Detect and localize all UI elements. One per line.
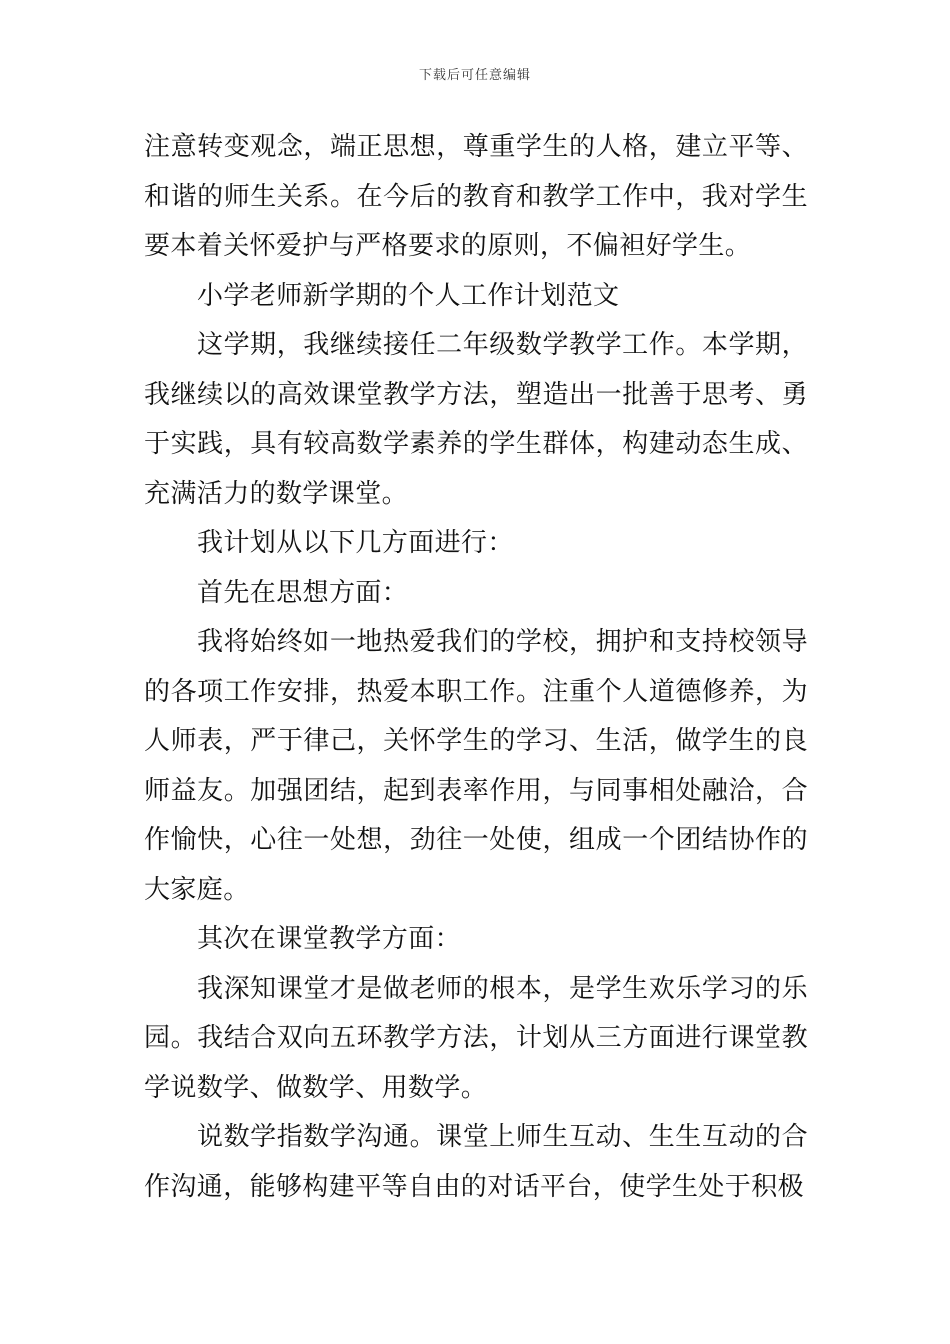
paragraph-8: 说数学指数学沟通。课堂上师生互动、生生互动的合作沟通，能够构建平等自由的对话平台，使学生处于积极	[144, 1122, 808, 1202]
paragraph-3: 我计划从以下几方面进行：	[197, 528, 514, 558]
paragraph-6: 其次在课堂教学方面：	[197, 924, 462, 954]
paragraph-7: 我深知课堂才是做老师的根本，是学生欢乐学习的乐园。我结合双向五环教学方法，计划从三方面进行课堂教学说数学、做数学、用数学。	[144, 973, 808, 1103]
page-header: 下载后可任意编辑	[418, 68, 531, 83]
document-body	[144, 123, 808, 1212]
paragraph-5: 我将始终如一地热爱我们的学校，拥护和支持校领导的各项工作安排，热爱本职工作。注重个人道德修养，为人师表，严于律己，关怀学生的学习、生活，做学生的良师益友。加强团结，起到表率作用，与同事相处融洽，合作愉快，心往一处想，劲往一处使，组成一个团结协作的大家庭。	[144, 627, 808, 905]
section-title: 小学老师新学期的个人工作计划范文	[197, 280, 620, 311]
paragraph-1: 注意转变观念，端正思想，尊重学生的人格，建立平等、和谐的师生关系。在今后的教育和教学工作中，我对学生要本着关怀爱护与严格要求的原则，不偏袒好学生。	[144, 132, 808, 261]
paragraph-4: 首先在思想方面：	[197, 577, 409, 608]
paragraph-2: 这学期，我继续接任二年级数学教学工作。本学期，我继续以的高效课堂教学方法，塑造出一批善于思考、勇于实践，具有较高数学素养的学生群体，构建动态生成、充满活力的数学课堂。	[144, 330, 808, 509]
